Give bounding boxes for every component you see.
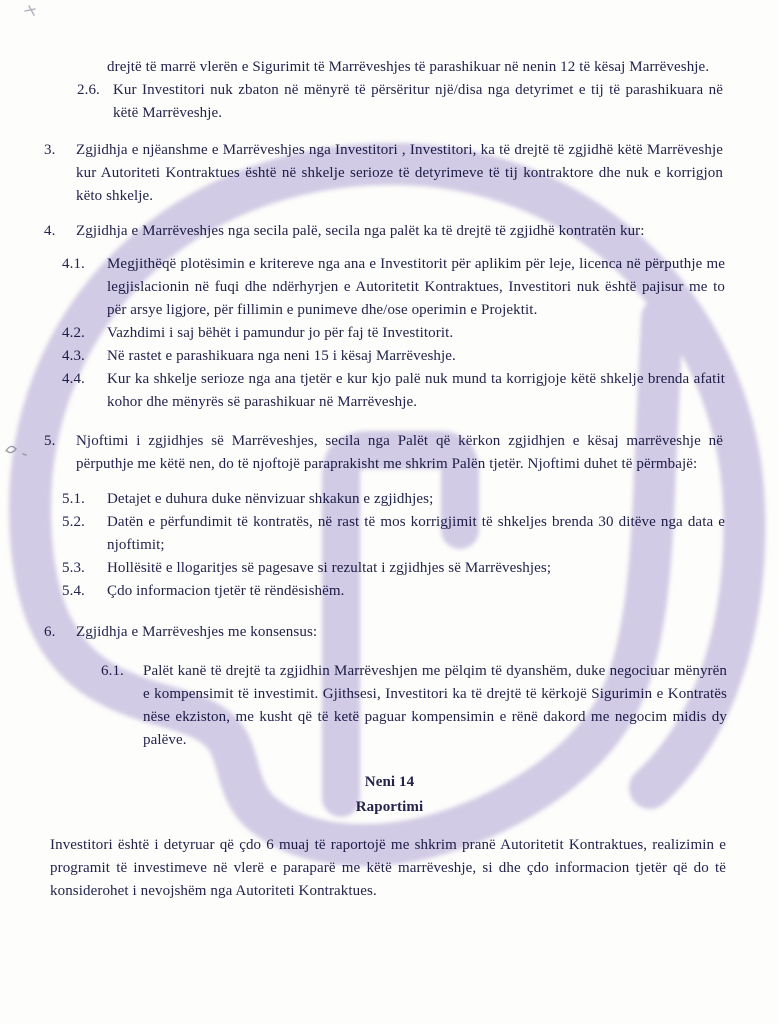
paragraph-text: Investitori është i detyruar që çdo 6 muaj të raportojë me shkrim pranë Autoritetit Kontraktues, realizimin e programit të investimeve në vlerë e paraparë me këtë marrëveshje, si dhe çdo informacion tjetër që do të konsiderohet i nevojshëm nga Autoriteti Kontraktues. bbox=[50, 837, 726, 899]
clause-number: 5.2. bbox=[62, 514, 85, 530]
clause-text: Zgjidhja e njëanshme e Marrëveshjes nga Investitori , Investitori, ka të drejtë të zgjidhë këtë Marrëveshje kur Autoriteti Kontraktues është në shkelje serioze të detyrimeve të tij kontraktore dhe nuk e korrigjon këto shkelje. bbox=[76, 142, 723, 204]
clause-number: 5.4. bbox=[62, 583, 85, 599]
clause-number: 4.3. bbox=[62, 348, 85, 364]
clause-4-1 bbox=[62, 253, 725, 322]
clause-text: Hollësitë e llogaritjes së pagesave si rezultat i zgjidhjes së Marrëveshjes; bbox=[107, 560, 552, 576]
clause-2-5-continuation bbox=[107, 56, 723, 79]
clause-text: drejtë të marrë vlerën e Sigurimit të Marrëveshjes të parashikuar në nenin 12 të kësaj Marrëveshje. bbox=[107, 59, 710, 75]
clause-text: Palët kanë të drejtë ta zgjidhin Marrëveshjen me pëlqim të dyanshëm, duke negociuar mënyrën e kompensimit të investimit. Gjithsesi, Investitori ka të drejtë të kërkojë Sigurimin e Kontratës nëse ekziston, me kusht që të ketë paguar kompensimin e rënë dakord me negocim midis dy palëve. bbox=[143, 663, 727, 748]
clause-5-3 bbox=[62, 557, 725, 580]
clause-text: Çdo informacion tjetër të rëndësishëm. bbox=[107, 583, 345, 599]
clause-text: Kur ka shkelje serioze nga ana tjetër e kur kjo palë nuk mund ta korrigjoje këtë shkelje brenda afatit kohor dhe mënyrës së parashikuar në Marrëveshje. bbox=[107, 371, 725, 410]
clause-text: Vazhdimi i saj bëhët i pamundur jo për faj të Investitorit. bbox=[107, 325, 454, 341]
clause-number: 4.4. bbox=[62, 371, 85, 387]
clause-number: 6. bbox=[44, 624, 56, 640]
article-heading bbox=[50, 770, 729, 820]
clause-4-3 bbox=[62, 345, 725, 368]
clause-number: 6.1. bbox=[101, 663, 124, 679]
clause-number: 2.6. bbox=[77, 82, 100, 98]
clause-text: Detajet e duhura duke nënvizuar shkakun e zgjidhjes; bbox=[107, 491, 434, 507]
clause-4-2 bbox=[62, 322, 725, 345]
clause-number: 3. bbox=[44, 142, 56, 158]
clause-4-4 bbox=[62, 368, 725, 414]
clause-text: Zgjidhja e Marrëveshjes nga secila palë, secila nga palët ka të drejtë të zgjidhë kontratën kur: bbox=[76, 223, 645, 239]
clause-text: Kur Investitori nuk zbaton në mënyrë të përsëritur një/disa nga detyrimet e tij të parashikuara në këtë Marrëveshje. bbox=[113, 82, 723, 121]
clause-3 bbox=[44, 139, 723, 208]
clause-number: 4. bbox=[44, 223, 56, 239]
clause-2-6 bbox=[77, 79, 723, 125]
clause-5-4 bbox=[62, 580, 725, 603]
clause-text: Në rastet e parashikuara nga neni 15 i kësaj Marrëveshje. bbox=[107, 348, 456, 364]
clause-text: Megjithëqë plotësimin e kritereve nga ana e Investitorit për aplikim për leje, licenca në përputhje me legjislacionin në fuqi dhe ndërhyrjen e Autoritetit Kontraktues, Investitori nuk është pajisur me to për arsye ligjore, për fillimin e punimeve dhe/ose operimin e Projektit. bbox=[107, 256, 725, 318]
clause-text: Zgjidhja e Marrëveshjes me konsensus: bbox=[76, 624, 318, 640]
clause-number: 5. bbox=[44, 433, 56, 449]
article-title: Raportimi bbox=[355, 799, 424, 815]
clause-6 bbox=[44, 621, 723, 644]
clause-4 bbox=[44, 220, 723, 243]
article-number: Neni 14 bbox=[364, 774, 415, 790]
closing-paragraph bbox=[50, 834, 726, 903]
clause-5-2 bbox=[62, 511, 725, 557]
clause-5-1 bbox=[62, 488, 725, 511]
clause-text: Njoftimi i zgjidhjes së Marrëveshjes, secila nga Palët që kërkon zgjidhjen e kësaj marrëveshje në përputhje me këtë nen, do të njoftojë paraprakisht me shkrim Palën tjetër. Njoftimi duhet të përmbajë: bbox=[76, 433, 723, 472]
clause-6-1 bbox=[101, 660, 727, 752]
clause-5 bbox=[44, 430, 723, 476]
clause-number: 5.1. bbox=[62, 491, 85, 507]
clause-text: Datën e përfundimit të kontratës, në rast të mos korrigjimit të shkeljes brenda 30 ditëve nga data e njoftimit; bbox=[107, 514, 725, 553]
clause-number: 4.2. bbox=[62, 325, 85, 341]
clause-number: 4.1. bbox=[62, 256, 85, 272]
clause-number: 5.3. bbox=[62, 560, 85, 576]
